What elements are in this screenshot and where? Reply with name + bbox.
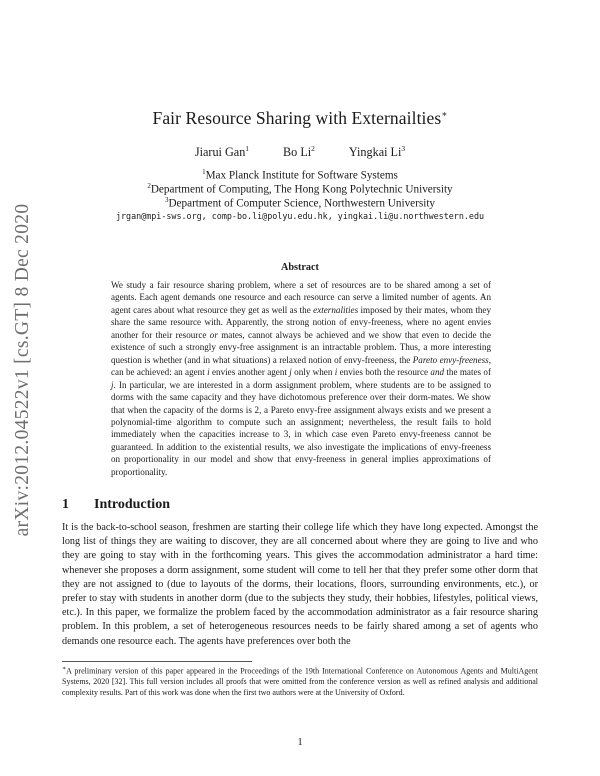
affiliation	[70, 182, 530, 196]
author-list	[70, 144, 530, 160]
affiliation-text: Max Planck Institute for Software Systems	[205, 169, 398, 182]
affiliation-mark: 2	[147, 182, 151, 190]
author-mark: 1	[245, 144, 250, 153]
author-mark: 3	[401, 144, 406, 153]
section-number: 1	[62, 497, 69, 512]
intro-paragraph: It is the back-to-school season, freshmen are starting their college life which they have long expected. Amongst the long list of things they are waiting to discover, they are all concerned about where they are going to live and who they are going to stay with in the forthcoming years. This gives the accommodation administrator a hard time: whenever she proposes a dorm assignment, some student will come to tell her that they prefer some other dorm that they are not assigned to (due to layouts of the dorms, their locations, floors, surrounding environments, etc.), or prefer to stay with students in another dorm (due to the subjects they study, their hobbies, lifestyles, political views, etc.). In this paper, we formalize the problem faced by the accommodation administrator as a fair resource sharing problem. In this problem, a set of heterogeneous resources needs to be fairly shared among a set of agents who demands one resource each. The agents have preferences over both the	[62, 522, 538, 647]
affiliation-mark: 1	[202, 168, 206, 176]
author-emails: jrgan@mpi-sws.org, comp-bo.li@polyu.edu.hk, yingkai.li@u.northwestern.edu	[115, 211, 485, 221]
author-name: Yingkai Li	[348, 145, 402, 160]
author-mark: 2	[311, 144, 315, 153]
footnote	[62, 664, 538, 698]
footnote-text: A preliminary version of this paper appeared in the Proceedings of the 19th International Conference on Autonomous Agents and MultiAgent Systems, 2020 [32]. This full version includes all proofs that were omitted from the conference version as well as refined analysis and additional complexity results. Part of this work was done when the first two authors were at the University of Oxford.	[62, 666, 538, 697]
section-heading	[62, 497, 170, 513]
author-name: Bo Li	[283, 145, 312, 160]
author	[349, 144, 405, 160]
affiliation-text: Department of Computer Science, Northwestern University	[168, 197, 436, 210]
abstract-body: We study a fair resource sharing problem, where a set of resources are to be shared among a set of agents. Each agent demands one resource and each resource can serve a limited number of agents. An agent cares about what resource they get as well as the externalities imposed by their mates, whom they share the same resource with. Apparently, the strong notion of envy-freeness, where no agent envies another for their resource or mates, cannot always be achieved and we show that even to decide the existence of such a strongly envy-free assignment is an intractable problem. Thus, a more interesting question is whether (and in what situations) a relaxed notion of envy-freeness, the Pareto envy-freeness, can be achieved: an agent i envies another agent j only when i envies both the resource and the mates of j. In particular, we are interested in a dorm assignment problem, where students are to be assigned to dorms with the same capacity and they have dichotomous preference over their dorm-mates. We show that when the capacity of the dorms is 2, a Pareto envy-free assignment always exists and we present a polynomial-time algorithm to compute such an assignment; nevertheless, the result fails to hold immediately when the capacities increase to 3, in which case even Pareto envy-freeness cannot be guaranteed. In addition to the existential results, we also investigate the implications of envy-freeness on proportionality in our model and show that envy-freeness in general implies approximations of proportionality.	[111, 280, 492, 477]
author	[195, 144, 249, 160]
title-footnote-mark: ∗	[441, 109, 448, 120]
page-number: 1	[297, 737, 303, 748]
affiliation-text: Department of Computing, The Hong Kong Polytechnic University	[150, 183, 453, 196]
paper-title	[70, 108, 530, 129]
affiliation	[70, 196, 530, 210]
affiliation	[70, 168, 530, 182]
author	[283, 144, 315, 160]
affiliation-mark: 3	[164, 196, 169, 204]
abstract-heading: Abstract	[281, 262, 319, 273]
title-text: Fair Resource Sharing with Externailties	[152, 108, 442, 128]
footnote-rule	[62, 661, 252, 662]
author-name: Jiarui Gan	[194, 145, 246, 160]
footnote-mark: ∗	[62, 666, 67, 672]
section-title: Introduction	[94, 497, 170, 512]
arxiv-identifier: arXiv:2012.04522v1 [cs.GT] 8 Dec 2020	[12, 203, 33, 537]
arxiv-sidebar	[6, 170, 40, 570]
